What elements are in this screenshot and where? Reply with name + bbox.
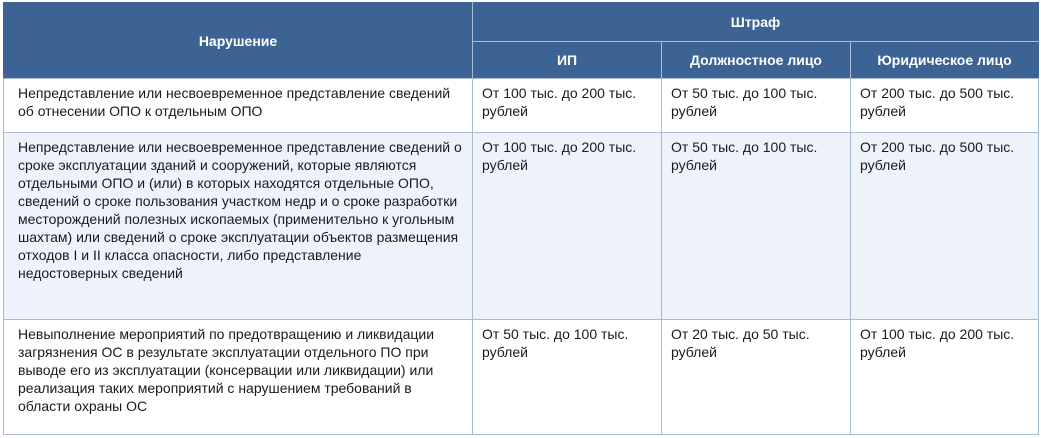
column-header-ip: ИП <box>473 42 662 79</box>
fine-official-cell <box>662 79 851 133</box>
violation-cell <box>4 320 473 435</box>
fine-ip-text: От 100 тыс. до 200 тыс. рублей <box>482 85 637 119</box>
fine-legal-cell <box>851 79 1039 133</box>
fine-official-text: От 20 тыс. до 50 тыс. рублей <box>671 326 810 360</box>
violation-text: Непредставление или несвоевременное представление сведений об отнесении ОПО к отдельным ОПО <box>18 85 451 119</box>
fine-official-text: От 50 тыс. до 100 тыс. рублей <box>671 139 818 173</box>
violation-text: Непредставление или несвоевременное представление сведений о сроке эксплуатации зданий и сооружений, которые являются отдельными ОПО и (или) в которых находятся отдельные ОПО, сведений о сроке пользования участком недр и о сроке разработки месторождений полезных ископаемых (применительно к угольным шахтам) или сведений о сроке эксплуатации объектов размещения отходов I и II класса опасности, либо представление недостоверных сведений <box>18 139 462 281</box>
column-header-fine: Штраф <box>473 3 1039 42</box>
table-row <box>4 133 1039 320</box>
fine-legal-cell <box>851 133 1039 320</box>
fine-official-text: От 50 тыс. до 100 тыс. рублей <box>671 85 818 119</box>
fine-official-cell <box>662 320 851 435</box>
fine-legal-text: От 100 тыс. до 200 тыс. рублей <box>860 326 1015 360</box>
table-row <box>4 79 1039 133</box>
table-row <box>4 320 1039 435</box>
table-header <box>4 3 1039 79</box>
violation-cell <box>4 133 473 320</box>
fine-legal-text: От 200 тыс. до 500 тыс. рублей <box>860 85 1015 119</box>
fine-legal-text: От 200 тыс. до 500 тыс. рублей <box>860 139 1015 173</box>
violation-cell <box>4 79 473 133</box>
fine-official-cell <box>662 133 851 320</box>
column-header-official: Должностное лицо <box>662 42 851 79</box>
fine-ip-cell <box>473 79 662 133</box>
column-header-violation: Нарушение <box>4 3 473 79</box>
fines-table <box>3 2 1039 435</box>
fine-ip-cell <box>473 320 662 435</box>
fine-legal-cell <box>851 320 1039 435</box>
table-body <box>4 79 1039 435</box>
column-header-legal: Юридическое лицо <box>851 42 1039 79</box>
fine-ip-text: От 100 тыс. до 200 тыс. рублей <box>482 139 637 173</box>
fine-ip-text: От 50 тыс. до 100 тыс. рублей <box>482 326 629 360</box>
violation-text: Невыполнение мероприятий по предотвращению и ликвидации загрязнения ОС в результате эксплуатации отдельного ПО при выводе его из эксплуатации (консервации или ликвидации) или реализация таких мероприятий с нарушением требований в области охраны ОС <box>18 326 435 414</box>
fine-ip-cell <box>473 133 662 320</box>
